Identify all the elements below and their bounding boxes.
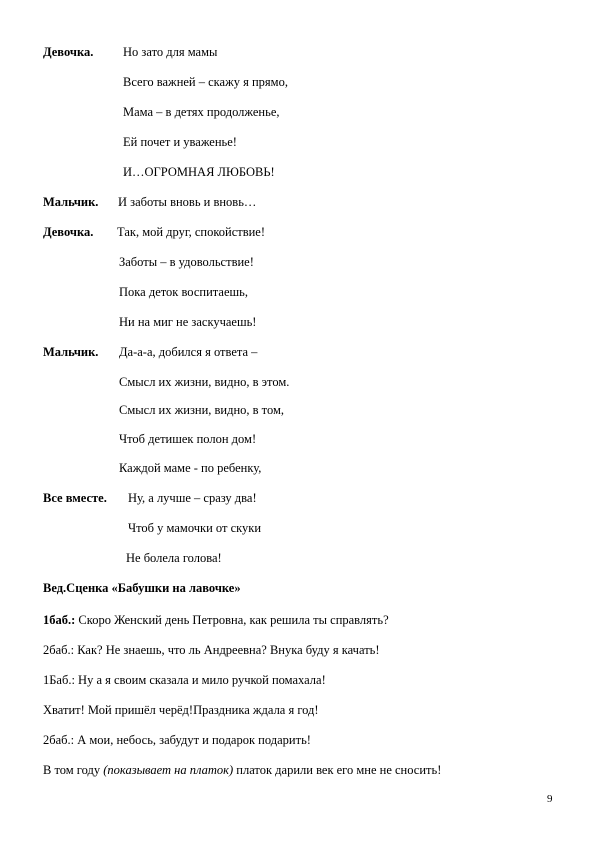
page-number: 9 [547, 793, 553, 805]
dialogue-line: 2баб.: Как? Не знаешь, что ль Андреевна? Внука буду я качать! [43, 643, 380, 657]
dialogue-text: Смысл их жизни, видно, в этом. [119, 375, 290, 389]
dialogue-text: В том году [43, 763, 104, 777]
dialogue-line: Хватит! Мой пришёл черёд!Праздника ждала я год! [43, 703, 319, 717]
dialogue-text: Заботы – в удовольствие! [119, 255, 254, 269]
dialogue-line: 1Баб.: Ну а я своим сказала и мило ручкой помахала! [43, 673, 326, 687]
dialogue-text: Смысл их жизни, видно, в том, [119, 403, 285, 417]
dialogue-text: Чтоб у мамочки от скуки [128, 521, 262, 535]
speaker-label: Мальчик. [43, 195, 99, 209]
dialogue-line [43, 762, 441, 778]
dialogue-text: Ну, а лучше – сразу два! [128, 491, 257, 505]
dialogue-text: Ни на миг не заскучаешь! [119, 315, 257, 329]
speaker-label: Девочка. [43, 45, 94, 59]
speaker-label: Все вместе. [43, 491, 107, 505]
dialogue-line: 2баб.: А мои, небось, забудут и подарок подарить! [43, 733, 311, 747]
dialogue-line [43, 194, 98, 210]
dialogue-line [43, 344, 98, 360]
dialogue-text: Всего важней – скажу я прямо, [123, 75, 288, 89]
dialogue-text: Но зато для мамы [123, 45, 218, 59]
dialogue-text: И…ОГРОМНАЯ ЛЮБОВЬ! [123, 165, 275, 179]
dialogue-text: платок дарили век его мне не сносить! [233, 763, 442, 777]
dialogue-text: Да-а-а, добился я ответа – [119, 345, 258, 359]
dialogue-text: Каждой маме - по ребенку, [119, 461, 262, 475]
dialogue-text: Пока деток воспитаешь, [119, 285, 248, 299]
speaker-label: 1баб.: [43, 613, 76, 627]
speaker-label: Девочка. [43, 225, 94, 239]
dialogue-line [43, 490, 107, 506]
dialogue-line [43, 612, 389, 628]
scene-title: Вед.Сценка «Бабушки на лавочке» [43, 581, 241, 595]
dialogue-line [43, 224, 93, 240]
speaker-label: Мальчик. [43, 345, 99, 359]
stage-direction: (показывает на платок) [103, 763, 234, 777]
dialogue-text: И заботы вновь и вновь… [118, 195, 257, 209]
dialogue-text: Мама – в детях продолженье, [123, 105, 280, 119]
dialogue-text: Не болела голова! [126, 551, 222, 565]
dialogue-text: Скоро Женский день Петровна, как решила ты справлять? [75, 613, 389, 627]
dialogue-text: Так, мой друг, спокойствие! [117, 225, 266, 239]
dialogue-text: Ей почет и уваженье! [123, 135, 237, 149]
dialogue-line [43, 44, 93, 60]
dialogue-text: Чтоб детишек полон дом! [119, 432, 257, 446]
